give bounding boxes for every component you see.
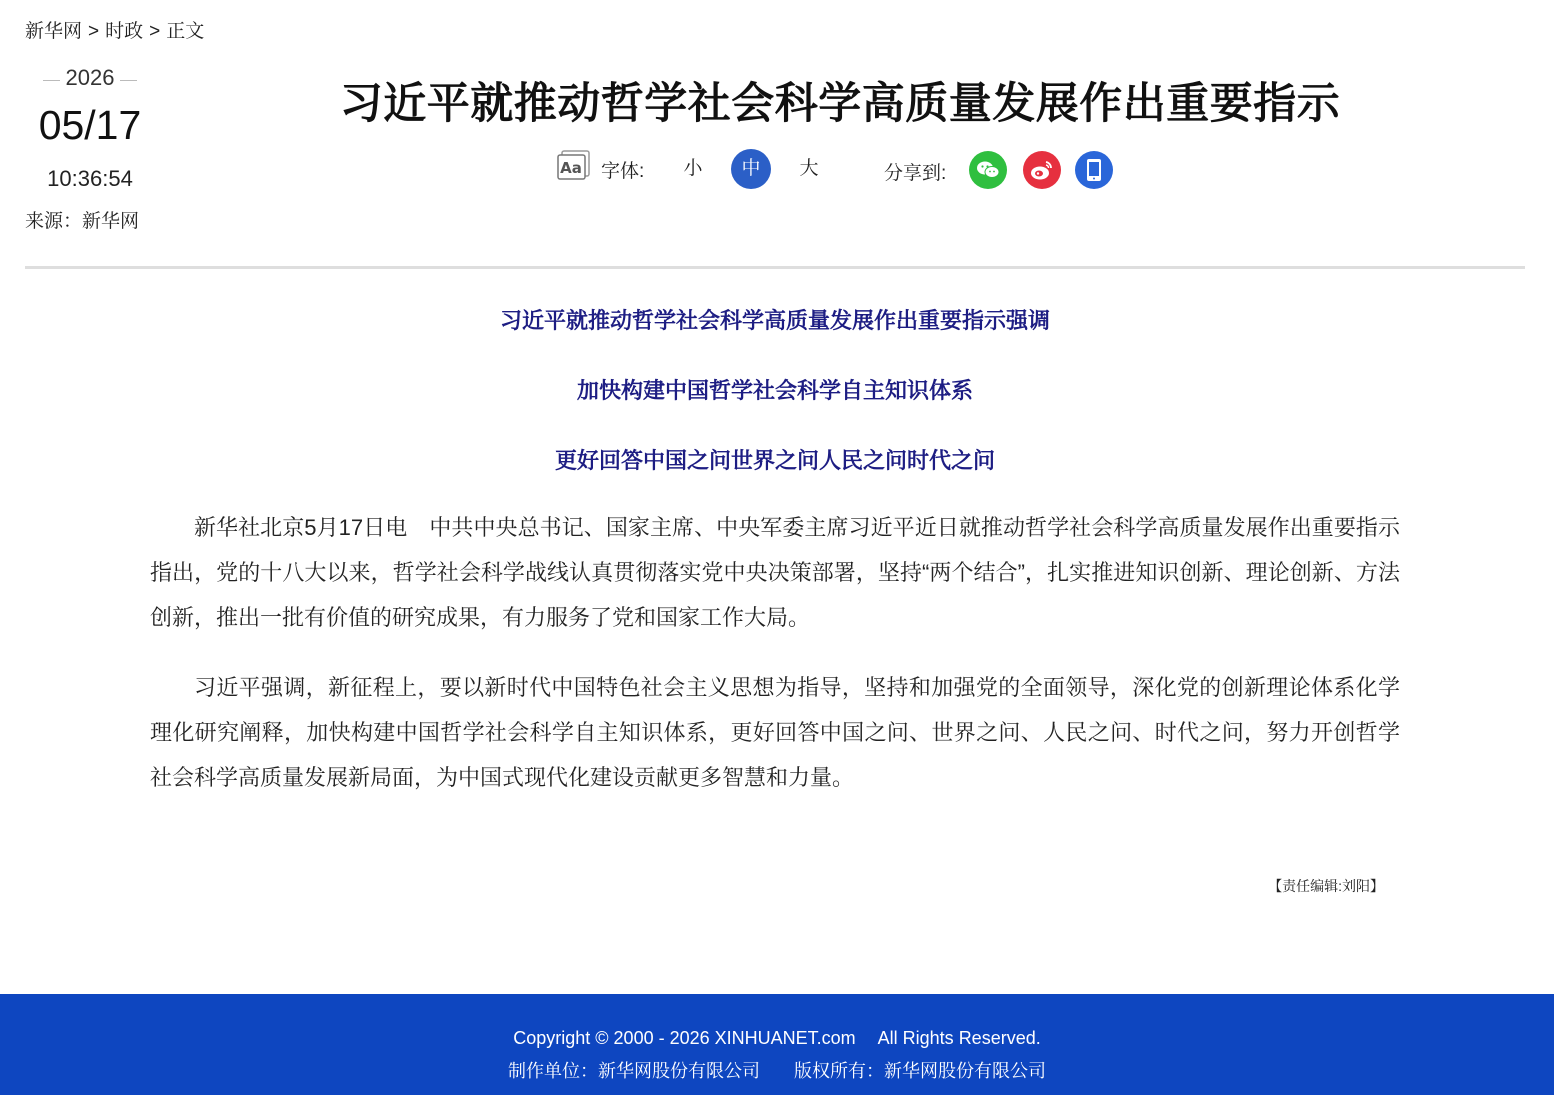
page-footer bbox=[0, 994, 1554, 1095]
article-title: 习近平就推动哲学社会科学高质量发展作出重要指示 bbox=[339, 80, 1341, 128]
font-size-large-button[interactable]: 大 bbox=[799, 158, 819, 179]
article-paragraph: 习近平强调，新征程上，要以新时代中国特色社会主义思想为指导，坚持和加强党的全面领导，深化党的创新理论体系化学理化研究阐释，加快构建中国哲学社会科学自主知识体系，更好回答中国之问、世界之问、人民之问、时代之问，努力开创哲学社会科学高质量发展新局面，为中国式现代化建设贡献更多智慧和力量。 bbox=[150, 675, 1400, 790]
footer-copyright: Copyright © 2000 - 2026 XINHUANET.com All Rights Reserved. bbox=[513, 1028, 1041, 1048]
publish-month-day: 05/17 bbox=[38, 102, 142, 148]
font-size-small-button[interactable]: 小 bbox=[683, 158, 703, 179]
mobile-icon bbox=[1075, 151, 1113, 189]
article-subheading: 更好回答中国之问世界之问人民之问时代之问 bbox=[554, 448, 995, 473]
font-size-medium-button[interactable]: 中 bbox=[731, 149, 771, 189]
breadcrumb-section-link[interactable]: 时政 bbox=[105, 21, 144, 42]
wechat-share-button[interactable] bbox=[969, 151, 1007, 189]
font-size-label: 字体: bbox=[601, 161, 645, 182]
weibo-share-button[interactable] bbox=[1023, 151, 1061, 189]
breadcrumb-current: 正文 bbox=[166, 21, 205, 42]
article-paragraph: 新华社北京5月17日电 中共中央总书记、国家主席、中央军委主席习近平近日就推动哲学社会科学高质量发展作出重要指示指出，党的十八大以来，哲学社会科学战线认真贯彻落实党中央决策部署，坚持“两个结合”，扎实推进知识创新、理论创新、方法创新，推出一批有价值的研究成果，有力服务了党和国家工作大局。 bbox=[150, 515, 1400, 630]
font-aa-icon bbox=[557, 150, 591, 180]
footer-credits bbox=[0, 1057, 1554, 1083]
breadcrumb-home-link[interactable]: 新华网 bbox=[25, 21, 83, 42]
article-subheading: 习近平就推动哲学社会科学高质量发展作出重要指示强调 bbox=[499, 308, 1050, 333]
breadcrumb-separator: > bbox=[88, 21, 100, 42]
weibo-icon bbox=[1023, 151, 1061, 189]
responsible-editor: 【责任编辑:刘阳】 bbox=[1268, 878, 1384, 894]
article-subheading: 加快构建中国哲学社会科学自主知识体系 bbox=[576, 378, 973, 403]
breadcrumb bbox=[25, 16, 204, 43]
footer-producer: 制作单位：新华网股份有限公司 bbox=[508, 1061, 760, 1081]
publish-year: 2026 bbox=[45, 65, 135, 91]
wechat-icon bbox=[969, 151, 1007, 189]
article-source: 来源：新华网 bbox=[25, 211, 140, 232]
mobile-share-button[interactable] bbox=[1075, 151, 1113, 189]
header-divider bbox=[25, 266, 1525, 269]
publish-time: 10:36:54 bbox=[47, 166, 133, 191]
breadcrumb-separator: > bbox=[149, 21, 161, 42]
footer-owner: 版权所有：新华网股份有限公司 bbox=[794, 1061, 1046, 1081]
svg-text:Aa: Aa bbox=[560, 159, 582, 177]
share-label: 分享到: bbox=[884, 163, 947, 184]
article-toolbar bbox=[0, 146, 1554, 196]
